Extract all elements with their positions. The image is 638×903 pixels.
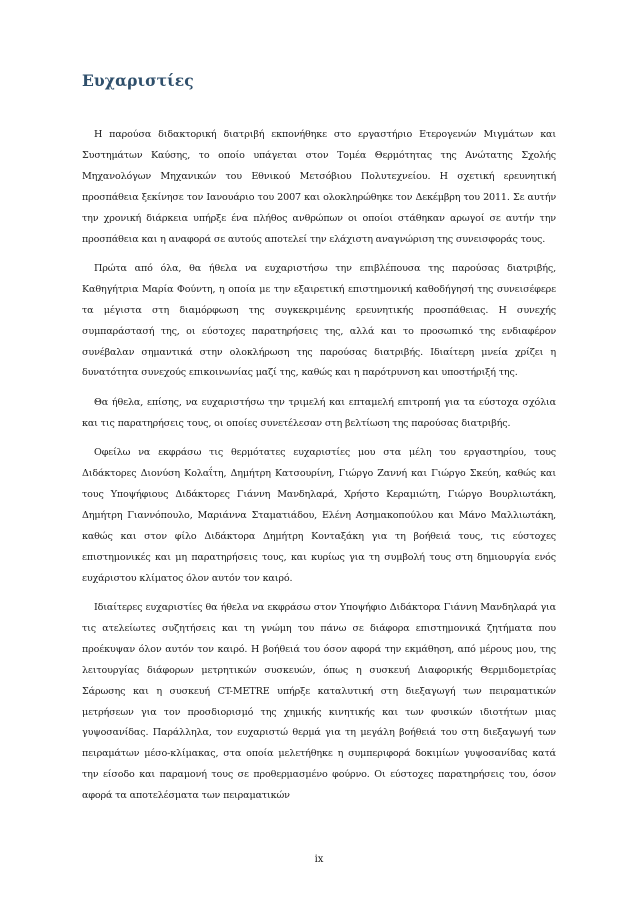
page-number: ix <box>314 854 324 865</box>
paragraph-lab-members: Οφείλω να εκφράσω τις θερμότατες ευχαριστίες μου στα μέλη του εργαστηρίου, τους Διδάκτορες Διονύση Κολαΐτη, Δημήτρη Κατσουρίνη, Γιώργο Ζαννή και Γιώργο Σκεύη, καθώς και τους Υποψήφιους Διδάκτορες Γιάννη Μανδηλαρά, Χρήστο Κεραμιώτη, Γιώργο Βουρλιωτάκη, Δημήτρη Γιαννόπουλο, Μαριάννα Σταματιάδου, Ελένη Ασημακοπούλου και Μάνο Μαλλιωτάκη, καθώς και στον φίλο Διδάκτορα Δημήτρη Κονταξάκη για τη βοήθειά τους, τις εύστοχες επιστημονικές και μη παρατηρήσεις τους, και κυρίως για τη συμβολή τους στη δημιουργία ενός ευχάριστου κλίματος όλον αυτόν τον καιρό. <box>82 447 556 584</box>
paragraph-intro: Η παρούσα διδακτορική διατριβή εκπονήθηκε στο εργαστήριο Ετερογενών Μιγμάτων και Συστημάτων Καύσης, το οποίο υπάγεται στον Τομέα Θερμότητας της Ανώτατης Σχολής Μηχανολόγων Μηχανικών του Εθνικού Μετσόβιου Πολυτεχνείου. Η σχετική ερευνητική προσπάθεια ξεκίνησε τον Ιανουάριο του 2007 και ολοκληρώθηκε τον Δεκέμβρη του 2011. Σε αυτήν την χρονική διάρκεια υπήρξε ένα πλήθος ανθρώπων οι οποίοι στάθηκαν αρωγοί σε αυτήν την προσπάθεια και η αναφορά σε αυτούς αποτελεί την ελάχιστη αναγνώριση της συνεισφοράς τους. <box>82 129 556 245</box>
body-text <box>82 125 556 807</box>
paragraph-committee: Θα ήθελα, επίσης, να ευχαριστήσω την τριμελή και επταμελή επιτροπή για τα εύστοχα σχόλια και τις παρατηρήσεις τους, οι οποίες συνετέλεσαν στη βελτίωση της παρούσας διατριβής. <box>82 396 556 429</box>
section-heading: Ευχαριστίες <box>82 71 194 90</box>
paragraph-colleague: Ιδιαίτερες ευχαριστίες θα ήθελα να εκφράσω στον Υποψήφιο Διδάκτορα Γιάννη Μανδηλαρά για τις ατελείωτες συζητήσεις και τη γνώμη του πάνω σε διάφορα επιστημονικά ζητήματα που προέκυψαν όλον αυτόν τον καιρό. Η βοήθειά του όσον αφορά την εκμάθηση, από μέρους μου, της λειτουργίας διάφορων μετρητικών συσκευών, όπως η συσκευή Διαφορικής Θερμιδομετρίας Σάρωσης και η συσκευή CT-METRE υπήρξε καταλυτική στη διεξαγωγή των πειραματικών μετρήσεων για τον προσδιορισμό της χημικής κινητικής και των φυσικών ιδιοτήτων μιας γυψοσανίδας. Παράλληλα, τον ευχαριστώ θερμά για τη μεγάλη βοήθειά του στη διεξαγωγή των πειραμάτων μέσο-κλίμακας, στα οποία μελετήθηκε η συμπεριφορά δοκιμίων γυψοσανίδας κατά την είσοδο και παραμονή τους σε προθερμασμένο φούρνο. Οι εύστοχες παρατηρήσεις του, όσον αφορά τα αποτελέσματα των πειραματικών <box>82 602 556 802</box>
paragraph-supervisor: Πρώτα από όλα, θα ήθελα να ευχαριστήσω την επιβλέπουσα της παρούσας διατριβής, Καθηγήτρια Μαρία Φούντη, η οποία με την εξαιρετική επιστημονική καθοδήγησή της συνεισέφερε τα μέγιστα στη διαμόρφωση της συγκεκριμένης ερευνητικής προσπάθειας. Η συνεχής συμπαράστασή της, οι εύστοχες παρατηρήσεις της, αλλά και το προσωπικό της ενδιαφέρον συνέβαλαν σημαντικά στην ολοκλήρωση της παρούσας διατριβής. Ιδιαίτερη μνεία χρίζει η δυνατότητα συνεχούς επικοινωνίας μαζί της, καθώς και η παρότρυνση και υποστήριξή της. <box>82 262 556 379</box>
